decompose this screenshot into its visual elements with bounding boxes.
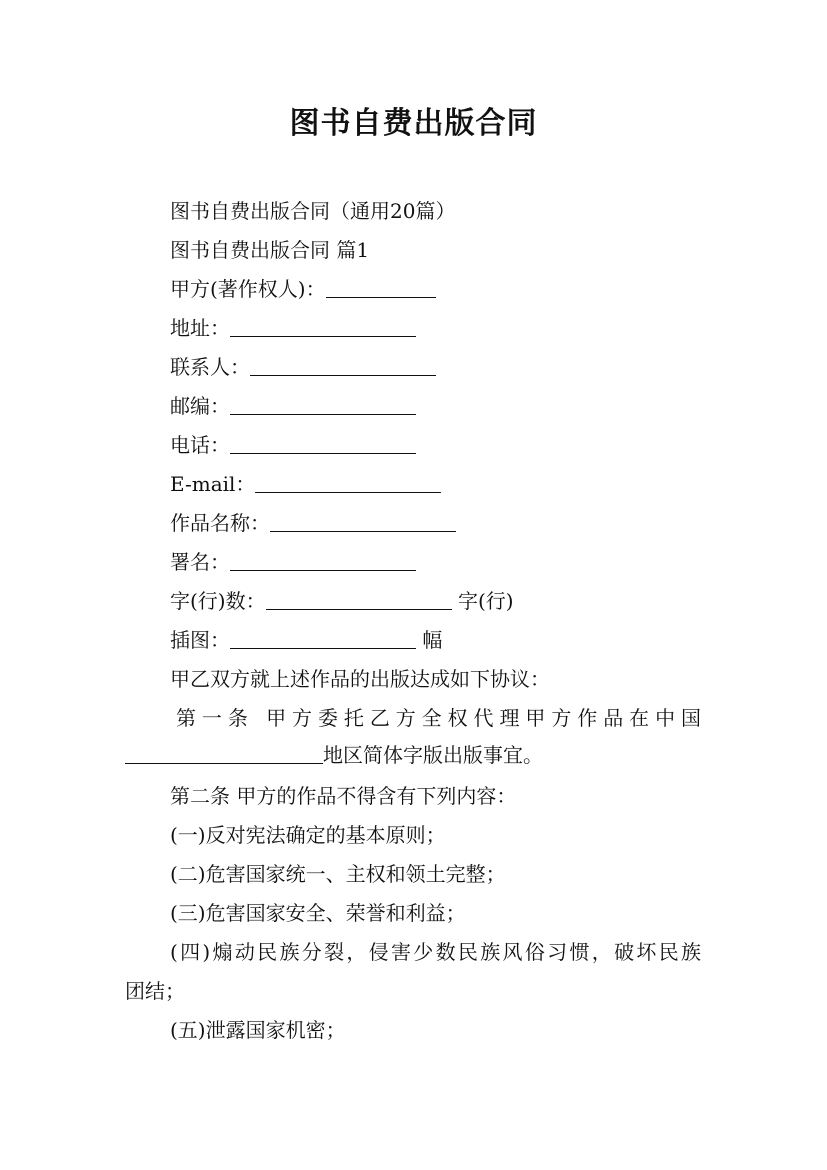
item-4-line2: 团结； [125,979,185,1003]
item-2: (二)危害国家统一、主权和领土完整； [170,862,506,886]
contact-row [170,355,436,379]
char-count-blank [266,591,452,610]
char-count-row [170,589,514,613]
party-a-label: 甲方(著作权人)： [170,277,326,301]
address-blank [230,318,416,337]
phone-blank [230,435,416,454]
address-label: 地址： [170,316,230,340]
contact-label: 联系人： [170,355,250,379]
char-count-unit: 字(行) [457,589,514,613]
postcode-blank [230,396,416,415]
contact-blank [250,357,436,376]
article1-line1: 第一条 甲方委托乙方全权代理甲方作品在中国 [176,706,701,730]
illustrations-unit: 幅 [422,628,443,652]
item-5: (五)泄露国家机密； [170,1018,346,1042]
postcode-row [170,394,416,418]
work-name-blank [270,513,456,532]
phone-row [170,433,416,457]
signature-label: 署名： [170,550,230,574]
item-1: (一)反对宪法确定的基本原则； [170,823,446,847]
party-a-row [170,277,436,301]
heading-line: 图书自费出版合同（通用20篇） [170,199,456,223]
address-row [170,316,416,340]
signature-blank [230,552,416,571]
article1-line2 [125,743,543,767]
signature-row [170,550,416,574]
item-3: (三)危害国家安全、荣誉和利益； [170,901,466,925]
document-title: 图书自费出版合同 [289,106,538,141]
region-blank [125,745,323,764]
email-blank [255,474,441,493]
email-label: E-mail： [170,472,256,496]
section-line: 图书自费出版合同 篇1 [170,238,370,262]
illustrations-label: 插图： [170,628,230,652]
postcode-label: 邮编： [170,394,230,418]
illustrations-row [170,628,442,652]
agreement-intro: 甲乙双方就上述作品的出版达成如下协议： [170,667,550,691]
work-name-label: 作品名称： [170,511,270,535]
char-count-label: 字(行)数： [170,589,266,613]
work-name-row [170,511,456,535]
article1-tail: 地区简体字版出版事宜。 [323,743,543,767]
phone-label: 电话： [170,433,230,457]
item-4-line1: (四)煽动民族分裂，侵害少数民族风俗习惯，破坏民族 [170,940,701,964]
party-a-blank [326,279,436,298]
email-row [170,472,441,496]
illustrations-blank [230,630,416,649]
article2: 第二条 甲方的作品不得含有下列内容： [170,784,517,808]
